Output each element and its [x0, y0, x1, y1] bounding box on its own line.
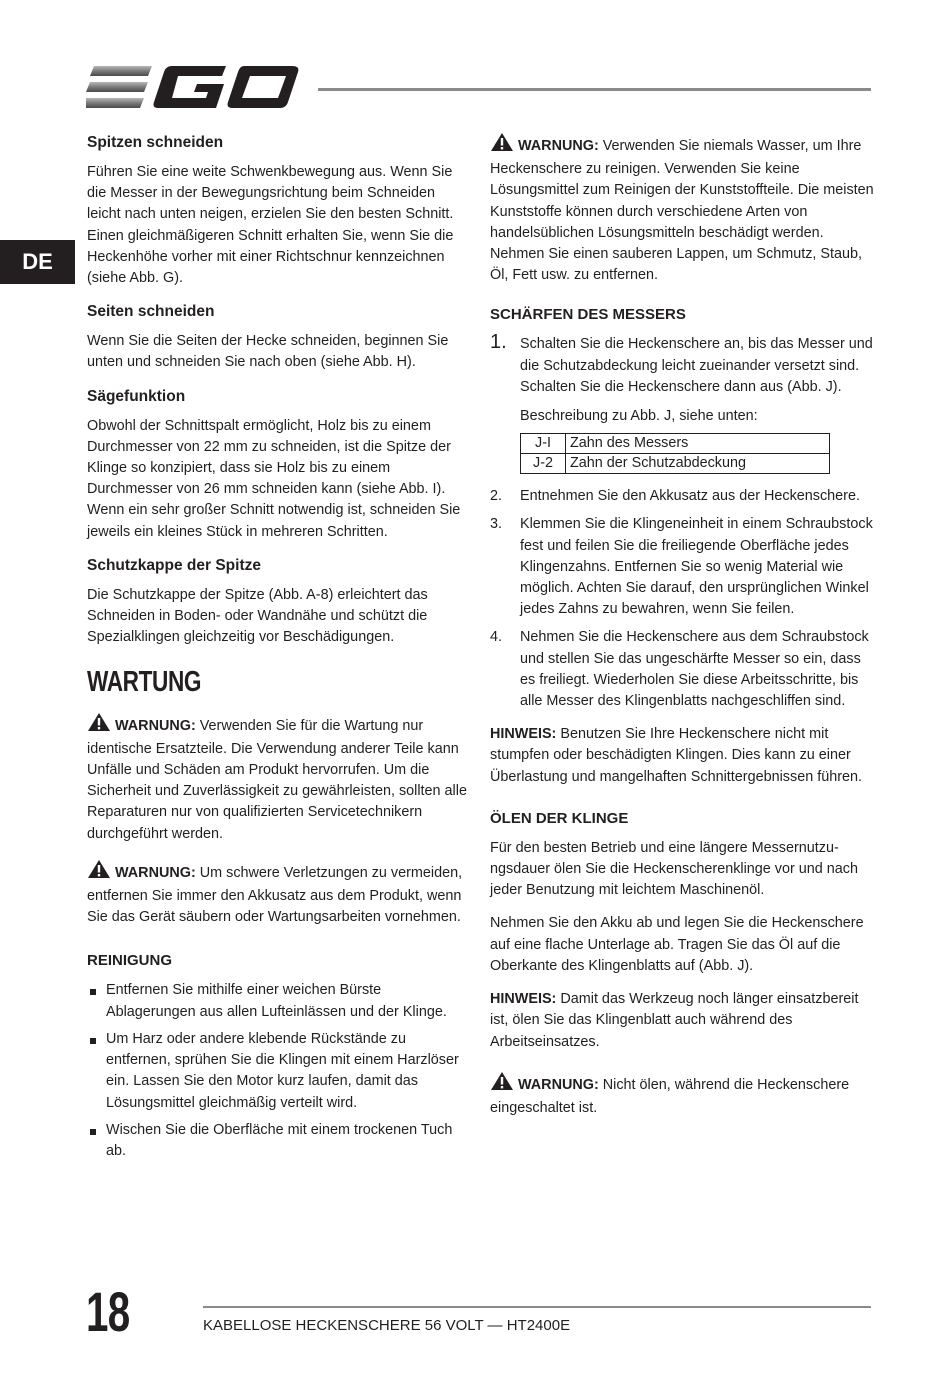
note-block — [490, 989, 874, 1053]
legend-key: J-I — [521, 434, 566, 454]
section-text-spitzen: Führen Sie eine weite Schwenkbewegung aus. Wenn Sie die Messer in der Bewegungsrichtung beim Schneiden leicht nach unten neigen, erzielen Sie den besten Schnitt. Einen gleichmäßigeren Schnitt erhalten Sie, wenn Sie die Heckenhöhe vorher mit einer Richtschnur kennzeichnen (siehe Abb. G). — [87, 164, 454, 287]
section-title-schutzkappe: Schutzkappe der Spitze — [87, 556, 261, 574]
step-number: 3. — [490, 516, 503, 533]
main-heading-wartung: WARTUNG — [87, 666, 202, 699]
note-block — [490, 724, 874, 788]
step-text: Entnehmen Sie den Akkusatz aus der Heckenschere. — [520, 488, 860, 505]
step-text: Klemmen Sie die Klingeneinheit in einem Schraubstock fest und feilen Sie die freiliegende Oberfläche jedes Klingenzahns. Entfernen Sie so wenig Material wie möglich. Achten Sie darauf, den ursprünglichen Winkel jedes Zahns zu bewahren, wenn Sie feilen. — [520, 516, 873, 618]
warning-block — [490, 132, 874, 286]
oil-paragraph-1: Für den besten Betrieb und eine längere Messernutzu-ngsdauer ölen Sie die Heckenscherenklinge vor und nach jeder Benutzung mit leichtem Maschinenöl. — [490, 839, 859, 899]
oil-paragraph-2: Nehmen Sie den Akku ab und legen Sie die Heckenschere auf eine flache Unterlage ab. Tragen Sie das Öl auf die Oberkante des Klingenblatts auf (Abb. J). — [490, 915, 864, 974]
list-item: Wischen Sie die Oberfläche mit einem trockenen Tuch ab. — [87, 1120, 469, 1162]
step-number: 1. — [490, 331, 507, 354]
section-title-reinigung: REINIGUNG — [87, 952, 173, 970]
warning-text: Verwenden Sie niemals Wasser, um Ihre Heckenschere zu reinigen. Verwenden Sie keine Lösungsmittel zum Reinigen der Kunststoffteile. Die meisten Kunststoffe können durch verschiedene Arten von handelsüblichen Lösungsmitteln beschädigt werden. Nehmen Sie einen sauberen Lappen, um Schmutz, Staub, Öl, Fett usw. zu entfernen. — [490, 138, 874, 284]
warning-label: WARNUNG: — [115, 864, 196, 881]
section-title-schaerfen: SCHÄRFEN DES MESSERS — [490, 306, 686, 324]
footer-rule — [203, 1306, 871, 1308]
warning-label: WARNUNG: — [518, 138, 599, 154]
step-text: Schalten Sie die Heckenschere an, bis das Messer und die Schutzabdeckung leicht zueinander versetzt sind. Schalten Sie die Heckenschere dann aus (Abb. J). — [520, 336, 873, 395]
list-item: Um Harz oder andere klebende Rückstände zu entfernen, sprühen Sie die Klingen mit einem Harzlöser ein. Lassen Sie den Motor kurz laufen, damit das Lösungsmittel gleichmäßig verteilt wird. — [87, 1029, 469, 1114]
cleaning-list — [87, 980, 469, 1162]
warning-block — [490, 1071, 874, 1119]
step-item — [490, 627, 874, 712]
step-item — [490, 514, 874, 620]
section-text-saege: Obwohl der Schnittspalt ermöglicht, Holz bis zu einem Durchmesser von 22 mm zu schneiden, ist die Spitze der Klinge so konzipiert, dass sie Holz bis zu einem Durchmesser von 26 mm schneiden kann (siehe Abb. I). Wenn ein sehr großer Schnitt notwendig ist, schneiden Sie jeweils ein kleines Stück in mehreren Schritten. — [87, 417, 461, 540]
warning-icon — [87, 859, 111, 886]
legend-table — [520, 433, 830, 474]
right-column — [490, 132, 874, 1133]
legend-key: J-2 — [521, 454, 566, 474]
legend-value: Zahn des Messers — [566, 434, 830, 454]
note-text: Benutzen Sie Ihre Heckenschere nicht mit stumpfen oder beschädigten Klingen. Dies kann zu einer Überlastung und mangelhaften Schnittergebnissen führen. — [490, 726, 863, 785]
footer-title: KABELLOSE HECKENSCHERE 56 VOLT — HT2400E — [203, 1317, 571, 1334]
table-row — [521, 434, 830, 454]
warning-label: WARNUNG: — [518, 1076, 599, 1093]
section-title-spitzen: Spitzen schneiden — [87, 134, 224, 151]
note-label: HINWEIS: — [490, 726, 557, 743]
step-number: 2. — [490, 488, 503, 505]
ego-logo — [86, 62, 300, 114]
section-title-saege: Sägefunktion — [87, 387, 186, 405]
warning-text: Um schwere Verletzungen zu vermeiden, entfernen Sie immer den Akkusatz aus dem Produkt, wenn Sie das Gerät säubern oder Wartungsarbeiten vornehmen. — [87, 864, 463, 926]
section-text-schutzkappe: Die Schutzkappe der Spitze (Abb. A-8) erleichtert das Schneiden in Boden- oder Wandnähe und schützt die Spezialklingen gleichzeitig vor Beschädigungen. — [87, 586, 428, 646]
warning-block — [87, 712, 469, 845]
warning-icon — [490, 132, 514, 159]
section-title-seiten: Seiten schneiden — [87, 303, 215, 321]
section-text-seiten: Wenn Sie die Seiten der Hecke schneiden, beginnen Sie unten und schneiden Sie nach oben (siehe Abb. H). — [87, 333, 449, 371]
left-column — [87, 132, 469, 1172]
step-item — [490, 331, 874, 474]
warning-text: Verwenden Sie für die Wartung nur identische Ersatzteile. Die Verwendung anderer Teile kann Unfälle und Schäden am Produkt hervorrufen. Um die Sicherheit und Zuverlässigkeit zu gewährleisten, sollten alle Reparaturen nur von qualifizierten Servicetechnikern durchgeführt werden. — [87, 717, 467, 842]
step-text: Nehmen Sie die Heckenschere aus dem Schraubstock und stellen Sie das ungeschärfte Messer so ein, dass es freiliegt. Wiederholen Sie diese Arbeitsschritte, bis alle Messer des Klingenblatts nachgeschliffen sind. — [520, 629, 869, 710]
legend-value: Zahn der Schutzabdeckung — [566, 454, 830, 474]
note-label: HINWEIS: — [490, 991, 557, 1008]
step-item — [490, 486, 874, 507]
list-item: Entfernen Sie mithilfe einer weichen Bürste Ablagerungen aus allen Lufteinlässen und der Klinge. — [87, 980, 469, 1022]
header-rule — [318, 88, 871, 91]
table-row — [521, 454, 830, 474]
warning-text: Nicht ölen, während die Heckenschere eingeschaltet ist. — [490, 1076, 850, 1116]
note-text: Damit das Werkzeug noch länger einsatzbereit ist, ölen Sie das Klingenblatt auch während des Arbeitseinsatzes. — [490, 991, 859, 1050]
figure-description: Beschreibung zu Abb. J, siehe unten: — [520, 408, 758, 425]
section-title-oelen: ÖLEN DER KLINGE — [490, 809, 629, 827]
step-number: 4. — [490, 629, 503, 646]
warning-label: WARNUNG: — [115, 717, 196, 734]
warning-icon — [490, 1071, 514, 1098]
warning-icon — [87, 712, 111, 739]
page-number: 18 — [86, 1280, 130, 1343]
warning-block — [87, 859, 469, 929]
language-tab: DE — [0, 240, 75, 284]
sharpening-steps — [490, 331, 874, 712]
